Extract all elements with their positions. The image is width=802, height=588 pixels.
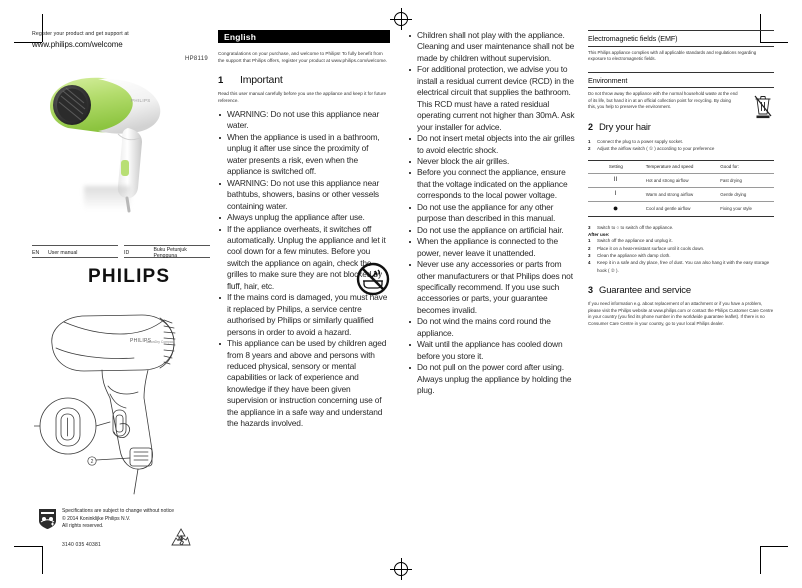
svg-text:SalonDry Compact: SalonDry Compact xyxy=(146,340,175,344)
list-item: When the appliance is connected to the power, never leave it unattended. xyxy=(408,236,580,259)
table-row xyxy=(588,173,774,187)
document-code: 3140 035 40381 xyxy=(62,542,101,548)
section-heading-important xyxy=(218,74,390,86)
column-header-temperature: Temperature and speed xyxy=(644,160,718,173)
list-item: Never use any accessories or parts from other manufacturers or that Philips does not specifically recommend. If you use such accessories or parts, your guarantee becomes invalid. xyxy=(408,259,580,316)
philips-shield-icon xyxy=(38,508,57,530)
no-water-warning-icon xyxy=(356,262,390,296)
list-item: Wait until the appliance has cooled down before you store it. xyxy=(408,339,580,362)
product-photo xyxy=(32,68,202,213)
svg-text:2: 2 xyxy=(90,459,94,465)
step-text: Clean the appliance with damp cloth. xyxy=(597,253,671,258)
section-heading-dry-your-hair xyxy=(588,122,774,133)
register-prompt: Register your product and get support at xyxy=(32,31,129,37)
svg-text:PHILIPS: PHILIPS xyxy=(130,338,152,344)
language-banner: English xyxy=(218,30,390,43)
section-title: Important xyxy=(240,74,283,86)
svg-text:PHILIPS: PHILIPS xyxy=(131,98,151,103)
setting-good-for: Fixing your style xyxy=(718,201,774,216)
list-item: WARNING: Do not use this appliance near water. xyxy=(218,109,390,132)
list-item: Do not use the appliance for any other purpose than described in this manual. xyxy=(408,202,580,225)
divider xyxy=(588,30,774,31)
step-text: Connect the plug to a power supply socket. xyxy=(597,138,684,144)
register-url: www.philips.com/welcome xyxy=(32,40,123,49)
step-number: 1 xyxy=(588,138,591,144)
settings-table xyxy=(588,160,774,217)
setting-symbol: I xyxy=(614,191,617,198)
section-number: 1 xyxy=(218,75,224,86)
registration-mark-bottom xyxy=(390,558,412,580)
legal-line-3: All rights reserved. xyxy=(62,523,104,529)
section-number: 2 xyxy=(588,121,594,132)
language-label: User manual xyxy=(48,249,78,256)
product-line-drawing xyxy=(34,298,202,498)
list-item: When the appliance is used in a bathroom, unplug it after use since the proximity of water presents a risk, even when the appliance is switched off. xyxy=(218,132,390,178)
emf-body: This Philips appliance complies with all applicable standards and regulations regarding exposure to electromagnetic fields. xyxy=(588,49,757,62)
list-item: For additional protection, we advise you to install a residual current device (RCD) in the electrical circuit that supplies the bathroom. This RCD must have a rated residual operating current not higher than 30mA. Ask your installer for advice. xyxy=(408,64,580,133)
step-text: Switch to ○ to switch off the appliance. xyxy=(597,224,674,230)
list-item: WARNING: Do not use this appliance near bathtubs, showers, basins or other vessels containing water. xyxy=(218,178,390,212)
list-item: If the mains cord is damaged, you must have it replaced by Philips, a service centre authorised by Philips or similarly qualified persons in order to avoid a hazard. xyxy=(218,292,390,338)
step-number: 3 xyxy=(588,253,591,258)
step-number: 1 xyxy=(588,238,591,244)
environment-body: Do not throw away the appliance with the normal household waste at the end of its life, but hand it in at an official collection point for recycling. By doing this, you help to preserve the environment. xyxy=(588,91,738,110)
step-text: Switch off the appliance and unplug it. xyxy=(597,238,673,244)
after-use-steps xyxy=(588,237,774,274)
list-item: Do not insert metal objects into the air grilles to avoid electric shock. xyxy=(408,133,580,156)
hairdryer-linedrawing-svg xyxy=(34,298,202,498)
manual-lead-text: Read this user manual carefully before you use the appliance and keep it for future reference. xyxy=(218,91,387,103)
manual-page xyxy=(32,30,772,560)
list-item: Never block the air grilles. xyxy=(408,156,580,167)
setting-symbol: II xyxy=(613,177,619,184)
safety-bullet-list-2 xyxy=(408,30,580,397)
emf-heading: Electromagnetic fields (EMF) xyxy=(588,34,678,43)
product-photo-reflection xyxy=(84,186,130,210)
setting-symbol: ● xyxy=(612,203,619,214)
step-number: 2 xyxy=(588,245,591,251)
weee-crossed-bin-icon xyxy=(752,93,774,119)
legal-line-1: Specifications are subject to change without notice xyxy=(62,508,175,514)
divider xyxy=(588,46,774,47)
list-item: Do not wind the mains cord round the appliance. xyxy=(408,316,580,339)
language-code: EN xyxy=(32,249,40,256)
step-number: 4 xyxy=(588,260,591,266)
intro-paragraph: Congratulations on your purchase, and welcome to Philips! To fully benefit from the support that Philips offers, register your product at www.philips.com/welcome. xyxy=(218,51,388,63)
step-number: 3 xyxy=(588,224,591,230)
setting-good-for: Gentle drying xyxy=(718,187,774,201)
list-item xyxy=(588,237,774,244)
environment-heading: Environment xyxy=(588,75,628,85)
column-header-good-for: Good for: xyxy=(718,160,774,173)
setting-good-for: Fast drying xyxy=(718,173,774,187)
guarantee-body: If you need information e.g. about replacement of an attachment or if you have a problem, please visit the Philips website at www.philips.com or contact the Philips Customer Care Centre in your country (you find its phone number in the worldwide guarantee leaflet). If there is no Consumer Care Centre in your country, go to your local Philips dealer. xyxy=(588,301,774,326)
philips-wordmark: PHILIPS xyxy=(88,266,171,287)
list-item xyxy=(588,138,774,145)
list-item: Do not use the appliance on artificial hair. xyxy=(408,225,580,236)
language-row-en xyxy=(32,245,118,258)
english-column-3 xyxy=(588,30,774,328)
divider xyxy=(588,72,774,73)
language-row-id xyxy=(124,245,210,258)
list-item: Children shall not play with the appliance. Cleaning and user maintenance shall not be made by children without supervision. xyxy=(408,30,580,64)
list-item: Before you connect the appliance, ensure that the voltage indicated on the appliance corresponds to the local power voltage. xyxy=(408,167,580,201)
step-number: 2 xyxy=(588,146,591,152)
list-item xyxy=(588,252,774,259)
table-row xyxy=(588,187,774,201)
table-header-row xyxy=(588,160,774,173)
setting-temperature: Hot and strong airflow xyxy=(644,173,718,187)
registration-mark-top xyxy=(390,8,412,30)
setting-temperature: Cool and gentle airflow xyxy=(644,201,718,216)
list-item: Do not pull on the power cord after using. Always unplug the appliance by holding the plug. xyxy=(408,362,580,396)
environment-row xyxy=(588,91,774,111)
list-item xyxy=(588,259,774,274)
list-item: Always unplug the appliance after use. xyxy=(218,212,390,223)
after-use-label: After use: xyxy=(588,232,610,238)
list-item xyxy=(588,145,774,152)
list-item: This appliance can be used by children aged from 8 years and above and persons with reduced physical, sensory or mental capabilities or lack of experience and knowledge if they have been given supervision or instruction concerning use of the appliance in a safe way and understand the hazards involved. xyxy=(218,338,390,430)
language-code: ID xyxy=(124,249,130,256)
step-text: Adjust the airflow switch ( ① ) according to your preference xyxy=(597,146,715,152)
section-number: 3 xyxy=(588,285,594,296)
dry-hair-steps xyxy=(588,138,774,153)
list-item: If the appliance overheats, it switches off automatically. Unplug the appliance and let it cool down for a few minutes. Before you switch the appliance on again, check the grilles to make sure they are not blocked by fluff, hair, etc. xyxy=(218,224,390,293)
section-heading-guarantee xyxy=(588,285,774,296)
list-item xyxy=(588,224,774,231)
cover-column xyxy=(32,30,208,548)
step-text: Keep it in a safe and dry place, free of dust. You can also hang it with the easy storage hook ( ② ). xyxy=(597,260,770,273)
english-column-1 xyxy=(218,30,390,430)
legal-text xyxy=(62,508,174,531)
step-text: Place it on a heat-resistant surface until it cools down. xyxy=(597,245,705,251)
language-index xyxy=(32,245,210,258)
english-column-2 xyxy=(408,30,580,397)
legal-line-2: © 2014 Koninklijke Philips N.V. xyxy=(62,515,131,522)
model-number: HP8119 xyxy=(184,56,208,62)
recycle-icon xyxy=(168,526,194,550)
section-title: Guarantee and service xyxy=(599,285,691,297)
list-item xyxy=(588,245,774,252)
divider xyxy=(588,87,774,88)
language-label: Buku Petunjuk Pengguna xyxy=(153,246,187,259)
switch-off-step xyxy=(588,224,774,231)
column-header-setting: Setting xyxy=(588,160,644,173)
setting-temperature: Warm and strong airflow xyxy=(644,187,718,201)
table-row xyxy=(588,201,774,216)
section-title: Dry your hair xyxy=(599,121,651,133)
